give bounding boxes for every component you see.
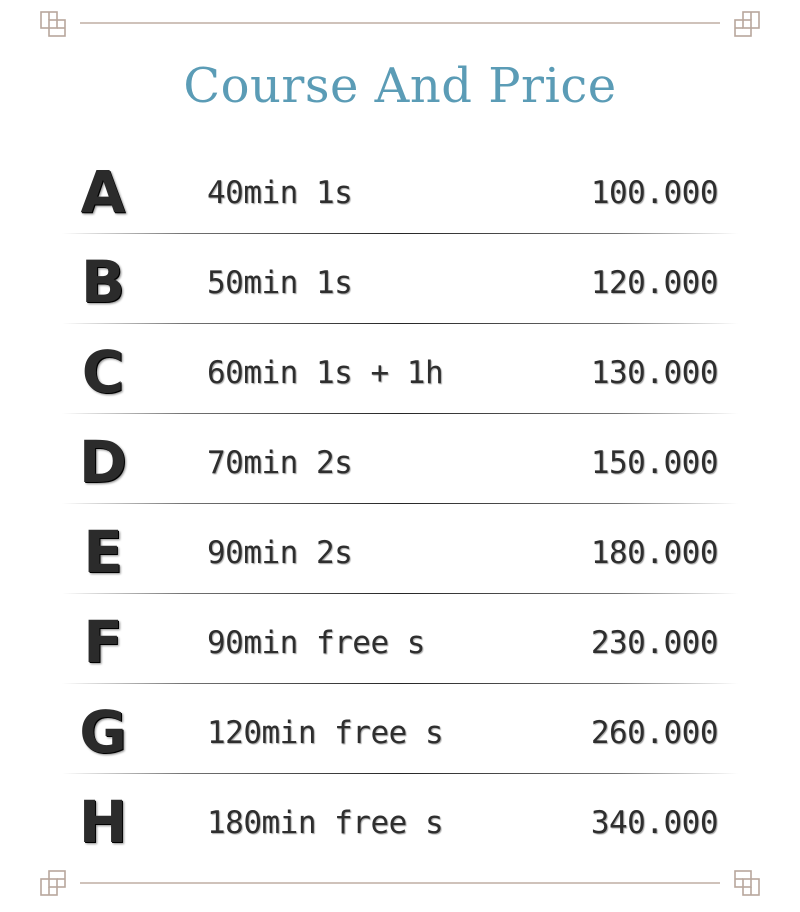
price-row-g <box>62 684 738 774</box>
price-list <box>62 144 738 864</box>
course-description: 180min free s <box>207 805 444 841</box>
course-price: 260.000 <box>590 715 718 751</box>
course-description: 60min 1s + 1h <box>207 355 444 391</box>
course-letter: B <box>80 248 126 316</box>
page-title: Course And Price <box>183 58 617 114</box>
course-description: 70min 2s <box>207 445 353 481</box>
price-row-d <box>62 414 738 504</box>
price-row-h <box>62 774 738 864</box>
course-price: 100.000 <box>590 175 718 211</box>
frame-line-top <box>80 22 720 24</box>
course-price: 120.000 <box>590 265 718 301</box>
course-price: 150.000 <box>590 445 718 481</box>
price-row-b <box>62 234 738 324</box>
course-price: 230.000 <box>590 625 718 661</box>
course-description: 90min 2s <box>207 535 353 571</box>
course-letter: D <box>78 428 128 496</box>
course-letter: G <box>79 698 127 766</box>
price-row-e <box>62 504 738 594</box>
course-price: 340.000 <box>590 805 718 841</box>
lattice-knot-icon <box>732 868 762 898</box>
course-price: 180.000 <box>590 535 718 571</box>
course-letter: C <box>81 338 125 406</box>
price-row-c <box>62 324 738 414</box>
price-row-a <box>62 144 738 234</box>
lattice-knot-icon <box>732 9 762 39</box>
course-letter: F <box>83 608 123 676</box>
course-letter: E <box>83 518 123 586</box>
course-description: 50min 1s <box>207 265 353 301</box>
price-row-f <box>62 594 738 684</box>
course-letter: A <box>80 158 126 226</box>
lattice-knot-icon <box>38 9 68 39</box>
course-price: 130.000 <box>590 355 718 391</box>
course-description: 90min free s <box>207 625 425 661</box>
course-description: 40min 1s <box>207 175 353 211</box>
lattice-knot-icon <box>38 868 68 898</box>
frame-line-bottom <box>80 882 720 884</box>
course-description: 120min free s <box>207 715 444 751</box>
course-letter: H <box>78 788 128 856</box>
